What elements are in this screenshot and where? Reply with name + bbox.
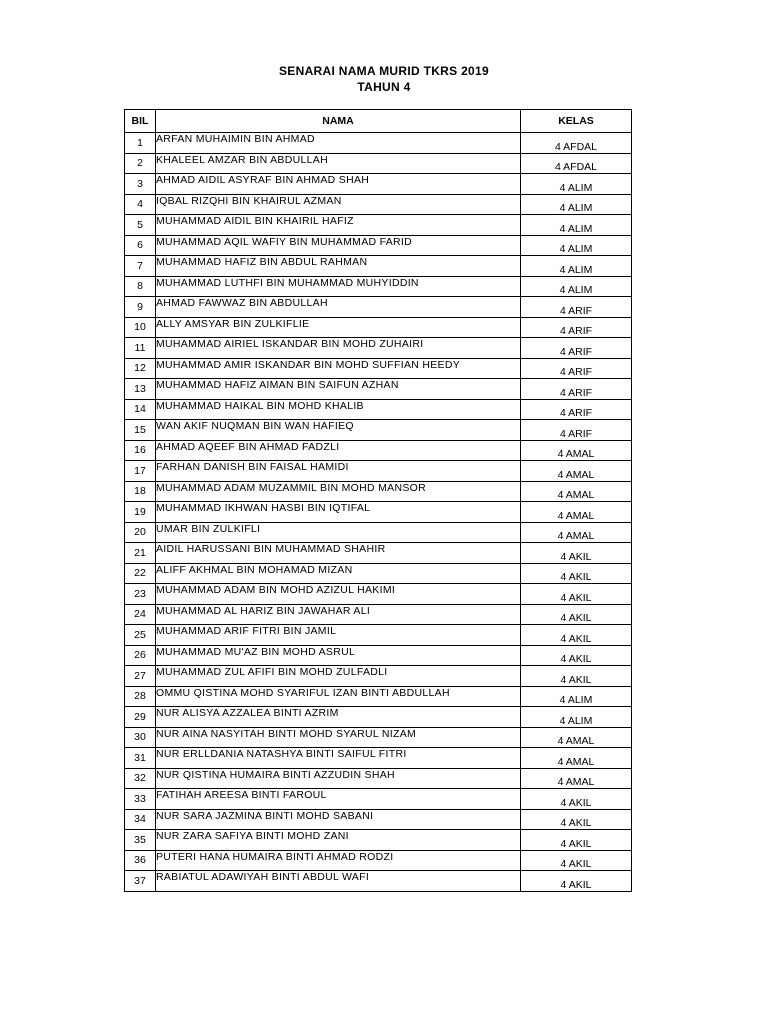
student-class: 4 AMAL	[521, 727, 632, 748]
table-row	[125, 871, 632, 892]
row-number: 27	[125, 666, 156, 687]
row-number: 12	[125, 358, 156, 379]
row-number: 24	[125, 604, 156, 625]
student-class: 4 ARIF	[521, 317, 632, 338]
student-name: NUR ALISYA AZZALEA BINTI AZRIM	[156, 707, 521, 728]
table-row	[125, 440, 632, 461]
row-number: 3	[125, 174, 156, 195]
student-name: WAN AKIF NUQMAN BIN WAN HAFIEQ	[156, 420, 521, 441]
header-bil: BIL	[125, 110, 156, 133]
header-nama: NAMA	[156, 110, 521, 133]
student-class: 4 ARIF	[521, 358, 632, 379]
student-name: IQBAL RIZQHI BIN KHAIRUL AZMAN	[156, 194, 521, 215]
row-number: 29	[125, 707, 156, 728]
row-number: 4	[125, 194, 156, 215]
row-number: 15	[125, 420, 156, 441]
row-number: 6	[125, 235, 156, 256]
row-number: 23	[125, 584, 156, 605]
table-row	[125, 399, 632, 420]
table-row	[125, 543, 632, 564]
student-class: 4 AKIL	[521, 666, 632, 687]
student-name: MUHAMMAD MU'AZ BIN MOHD ASRUL	[156, 645, 521, 666]
student-class: 4 ARIF	[521, 420, 632, 441]
student-name: ARFAN MUHAIMIN BIN AHMAD	[156, 133, 521, 154]
student-name: MUHAMMAD AQIL WAFIY BIN MUHAMMAD FARID	[156, 235, 521, 256]
student-class: 4 AKIL	[521, 604, 632, 625]
student-name: NUR ERLLDANIA NATASHYA BINTI SAIFUL FITRI	[156, 748, 521, 769]
document-subtitle: TAHUN 4	[357, 80, 411, 94]
table-row	[125, 522, 632, 543]
student-name: ALLY AMSYAR BIN ZULKIFLIE	[156, 317, 521, 338]
table-row	[125, 194, 632, 215]
table-row	[125, 420, 632, 441]
student-name: MUHAMMAD ADAM BIN MOHD AZIZUL HAKIMI	[156, 584, 521, 605]
student-class: 4 ALIM	[521, 276, 632, 297]
student-class: 4 ALIM	[521, 174, 632, 195]
student-name: FARHAN DANISH BIN FAISAL HAMIDI	[156, 461, 521, 482]
student-class: 4 ARIF	[521, 379, 632, 400]
table-row	[125, 235, 632, 256]
table-row	[125, 379, 632, 400]
row-number: 35	[125, 830, 156, 851]
row-number: 7	[125, 256, 156, 277]
student-class: 4 AKIL	[521, 830, 632, 851]
table-row	[125, 625, 632, 646]
row-number: 1	[125, 133, 156, 154]
table-row	[125, 789, 632, 810]
table-row	[125, 707, 632, 728]
student-class: 4 ALIM	[521, 707, 632, 728]
student-name: OMMU QISTINA MOHD SYARIFUL IZAN BINTI ABDULLAH	[156, 686, 521, 707]
row-number: 13	[125, 379, 156, 400]
table-row	[125, 358, 632, 379]
student-class: 4 AKIL	[521, 871, 632, 892]
student-class: 4 ALIM	[521, 194, 632, 215]
table-row	[125, 666, 632, 687]
table-header-row	[125, 110, 632, 133]
student-name: MUHAMMAD ADAM MUZAMMIL BIN MOHD MANSOR	[156, 481, 521, 502]
row-number: 16	[125, 440, 156, 461]
row-number: 28	[125, 686, 156, 707]
student-name: MUHAMMAD AMIR ISKANDAR BIN MOHD SUFFIAN HEEDY	[156, 358, 521, 379]
table-body	[125, 133, 632, 892]
student-class: 4 AKIL	[521, 850, 632, 871]
student-name: NUR AINA NASYITAH BINTI MOHD SYARUL NIZAM	[156, 727, 521, 748]
student-name: NUR SARA JAZMINA BINTI MOHD SABANI	[156, 809, 521, 830]
student-name: AIDIL HARUSSANI BIN MUHAMMAD SHAHIR	[156, 543, 521, 564]
table-row	[125, 686, 632, 707]
table-row	[125, 830, 632, 851]
student-class: 4 AFDAL	[521, 153, 632, 174]
row-number: 9	[125, 297, 156, 318]
student-name: NUR ZARA SAFIYA BINTI MOHD ZANI	[156, 830, 521, 851]
student-class: 4 ALIM	[521, 235, 632, 256]
student-name: MUHAMMAD AIRIEL ISKANDAR BIN MOHD ZUHAIRI	[156, 338, 521, 359]
student-class: 4 AKIL	[521, 645, 632, 666]
student-name: AHMAD AIDIL ASYRAF BIN AHMAD SHAH	[156, 174, 521, 195]
student-name: KHALEEL AMZAR BIN ABDULLAH	[156, 153, 521, 174]
row-number: 14	[125, 399, 156, 420]
student-class: 4 AMAL	[521, 768, 632, 789]
student-class: 4 ARIF	[521, 297, 632, 318]
row-number: 31	[125, 748, 156, 769]
student-name: MUHAMMAD ZUL AFIFI BIN MOHD ZULFADLI	[156, 666, 521, 687]
table-row	[125, 297, 632, 318]
row-number: 22	[125, 563, 156, 584]
row-number: 19	[125, 502, 156, 523]
table-row	[125, 727, 632, 748]
student-class: 4 ARIF	[521, 399, 632, 420]
student-class: 4 AMAL	[521, 748, 632, 769]
student-name: FATIHAH AREESA BINTI FAROUL	[156, 789, 521, 810]
table-row	[125, 809, 632, 830]
student-name: MUHAMMAD HAFIZ AIMAN BIN SAIFUN AZHAN	[156, 379, 521, 400]
student-name: MUHAMMAD LUTHFI BIN MUHAMMAD MUHYIDDIN	[156, 276, 521, 297]
row-number: 32	[125, 768, 156, 789]
row-number: 17	[125, 461, 156, 482]
student-class: 4 AKIL	[521, 543, 632, 564]
table-row	[125, 850, 632, 871]
table-row	[125, 174, 632, 195]
row-number: 18	[125, 481, 156, 502]
student-name: AHMAD AQEEF BIN AHMAD FADZLI	[156, 440, 521, 461]
student-class: 4 AKIL	[521, 563, 632, 584]
row-number: 2	[125, 153, 156, 174]
row-number: 37	[125, 871, 156, 892]
row-number: 21	[125, 543, 156, 564]
row-number: 11	[125, 338, 156, 359]
student-name: MUHAMMAD ARIF FITRI BIN JAMIL	[156, 625, 521, 646]
student-class: 4 ALIM	[521, 256, 632, 277]
table-row	[125, 153, 632, 174]
row-number: 20	[125, 522, 156, 543]
student-list-table	[124, 109, 632, 892]
student-name: AHMAD FAWWAZ BIN ABDULLAH	[156, 297, 521, 318]
student-name: RABIATUL ADAWIYAH BINTI ABDUL WAFI	[156, 871, 521, 892]
table-row	[125, 748, 632, 769]
student-class: 4 AMAL	[521, 481, 632, 502]
row-number: 33	[125, 789, 156, 810]
header-kelas: KELAS	[521, 110, 632, 133]
student-class: 4 AMAL	[521, 461, 632, 482]
student-class: 4 AMAL	[521, 522, 632, 543]
student-name: ALIFF AKHMAL BIN MOHAMAD MIZAN	[156, 563, 521, 584]
table-row	[125, 645, 632, 666]
student-class: 4 AKIL	[521, 789, 632, 810]
student-name: MUHAMMAD IKHWAN HASBI BIN IQTIFAL	[156, 502, 521, 523]
table-row	[125, 317, 632, 338]
student-class: 4 ALIM	[521, 215, 632, 236]
student-name: UMAR BIN ZULKIFLI	[156, 522, 521, 543]
table-row	[125, 481, 632, 502]
row-number: 5	[125, 215, 156, 236]
student-class: 4 ARIF	[521, 338, 632, 359]
table-row	[125, 502, 632, 523]
table-row	[125, 604, 632, 625]
student-name: MUHAMMAD HAFIZ BIN ABDUL RAHMAN	[156, 256, 521, 277]
student-class: 4 AFDAL	[521, 133, 632, 154]
table-row	[125, 461, 632, 482]
student-name: MUHAMMAD AIDIL BIN KHAIRIL HAFIZ	[156, 215, 521, 236]
table-row	[125, 584, 632, 605]
student-class: 4 AMAL	[521, 440, 632, 461]
row-number: 25	[125, 625, 156, 646]
table-row	[125, 276, 632, 297]
table-row	[125, 133, 632, 154]
table-row	[125, 256, 632, 277]
row-number: 34	[125, 809, 156, 830]
table-row	[125, 563, 632, 584]
student-class: 4 AKIL	[521, 584, 632, 605]
row-number: 8	[125, 276, 156, 297]
student-name: PUTERI HANA HUMAIRA BINTI AHMAD RODZI	[156, 850, 521, 871]
table-row	[125, 768, 632, 789]
student-name: NUR QISTINA HUMAIRA BINTI AZZUDIN SHAH	[156, 768, 521, 789]
row-number: 30	[125, 727, 156, 748]
row-number: 36	[125, 850, 156, 871]
document-title: SENARAI NAMA MURID TKRS 2019	[279, 64, 489, 78]
table-row	[125, 215, 632, 236]
student-class: 4 AKIL	[521, 809, 632, 830]
student-name: MUHAMMAD AL HARIZ BIN JAWAHAR ALI	[156, 604, 521, 625]
table-row	[125, 338, 632, 359]
row-number: 26	[125, 645, 156, 666]
student-class: 4 AKIL	[521, 625, 632, 646]
student-class: 4 AMAL	[521, 502, 632, 523]
row-number: 10	[125, 317, 156, 338]
student-name: MUHAMMAD HAIKAL BIN MOHD KHALIB	[156, 399, 521, 420]
student-class: 4 ALIM	[521, 686, 632, 707]
